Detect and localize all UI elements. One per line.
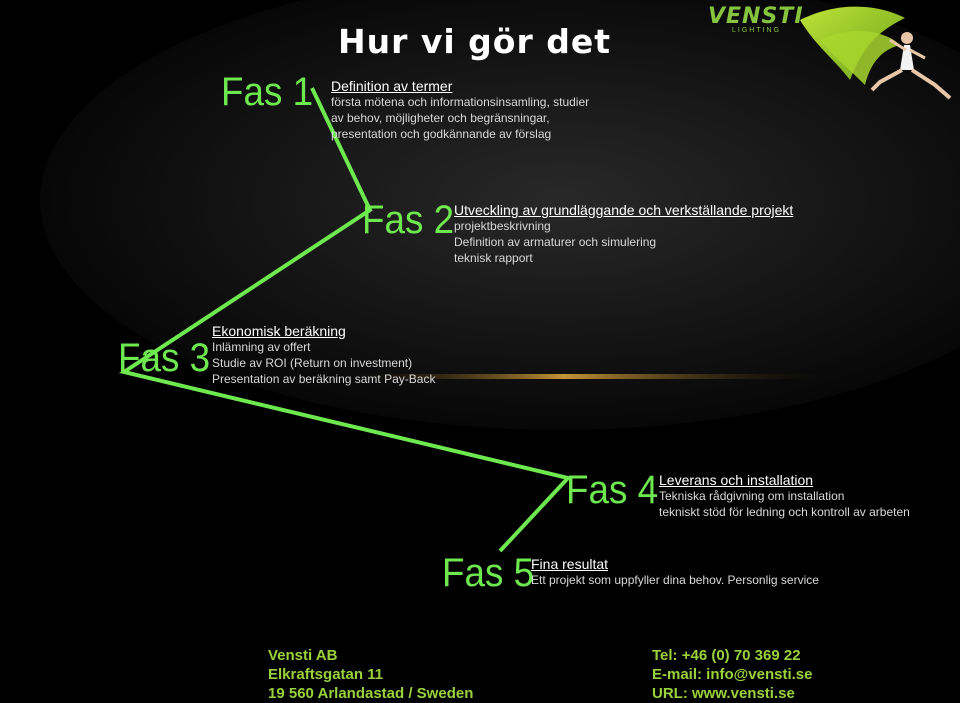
phase-2-line: Definition av armaturer och simulering <box>454 235 657 249</box>
phase-1-details <box>331 78 589 142</box>
phase-2-heading: Utveckling av grundläggande och verkställande projekt <box>454 202 794 218</box>
footer-address <box>268 646 473 703</box>
logo-tagline: LIGHTING <box>732 27 782 34</box>
phase-3-heading: Ekonomisk beräkning <box>212 323 346 339</box>
vensti-logo: VENSTI <box>708 4 804 29</box>
phase-5-details <box>531 556 819 588</box>
phase-1-line: presentation och godkännande av förslag <box>331 127 552 141</box>
phase-4-details <box>659 472 910 520</box>
phase-2-line: projektbeskrivning <box>454 219 551 233</box>
phase-3-details <box>212 323 435 387</box>
phase-4-line: tekniskt stöd för ledning och kontroll av arbeten <box>659 505 910 519</box>
company-name: Vensti AB <box>268 647 338 664</box>
street-address: Elkraftsgatan 11 <box>268 666 384 683</box>
phase-3-line: Inlämning av offert <box>212 340 311 354</box>
website-url: URL: www.vensti.se <box>652 685 795 702</box>
phase-3-line: Presentation av beräkning samt Pay-Back <box>212 372 436 386</box>
phase-4-line: Tekniska rådgivning om installation <box>659 489 845 503</box>
city-country: 19 560 Arlandastad / Sweden <box>268 685 474 702</box>
page-title: Hur vi gör det <box>338 22 612 61</box>
phase-2-line: teknisk rapport <box>454 251 533 265</box>
phase-5-heading: Fina resultat <box>531 556 609 572</box>
phase-1-heading: Definition av termer <box>331 78 453 94</box>
phase-5-label: Fas 5 <box>442 551 535 595</box>
phase-1-label: Fas 1 <box>221 70 314 114</box>
phase-2-label: Fas 2 <box>362 198 455 242</box>
phase-3-label: Fas 3 <box>118 336 211 380</box>
phase-5-line: Ett projekt som uppfyller dina behov. Personlig service <box>531 573 819 587</box>
phase-3-line: Studie av ROI (Return on investment) <box>212 356 413 370</box>
phase-4-label: Fas 4 <box>566 468 659 512</box>
phase-2-details <box>454 202 793 266</box>
footer-contact <box>652 646 813 703</box>
phase-1-line: första mötena och informationsinsamling, studier <box>331 95 590 109</box>
phase-4-heading: Leverans och installation <box>659 472 814 488</box>
email-address: E-mail: info@vensti.se <box>652 666 813 683</box>
phone-number: Tel: +46 (0) 70 369 22 <box>652 647 801 664</box>
phase-1-line: av behov, möjligheter och begränsningar, <box>331 111 550 125</box>
